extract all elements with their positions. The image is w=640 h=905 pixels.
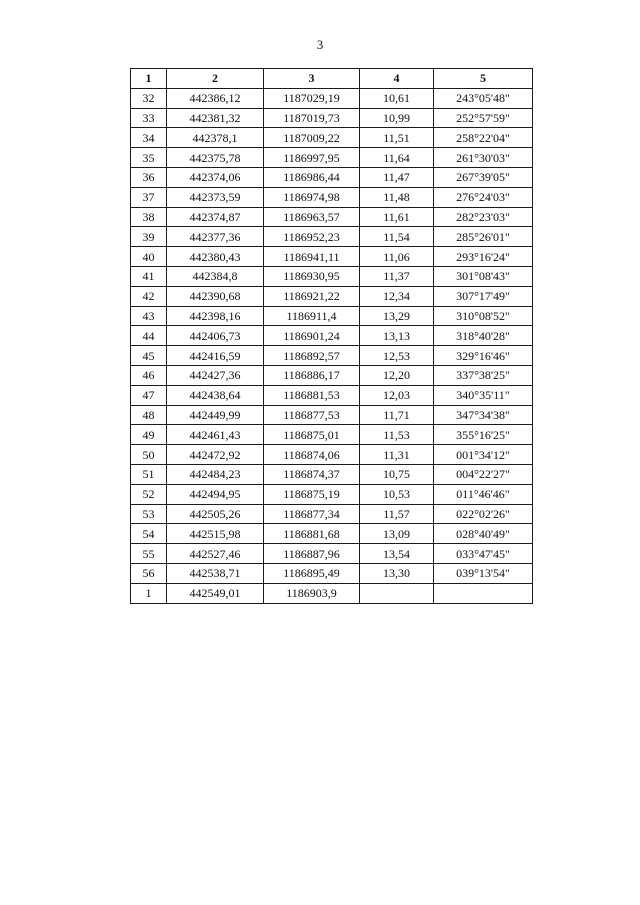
cell-point-number: 46: [131, 365, 167, 385]
cell-y-coordinate: 1186875,01: [264, 425, 360, 445]
cell-point-number: 48: [131, 405, 167, 425]
cell-y-coordinate: 1186903,9: [264, 583, 360, 603]
cell-bearing: 252°57'59": [434, 108, 533, 128]
cell-x-coordinate: 442438,64: [167, 385, 264, 405]
cell-y-coordinate: 1187009,22: [264, 128, 360, 148]
cell-distance: 13,13: [360, 326, 434, 346]
cell-y-coordinate: 1187019,73: [264, 108, 360, 128]
cell-x-coordinate: 442374,06: [167, 167, 264, 187]
cell-distance: 10,61: [360, 88, 434, 108]
cell-bearing: 011°46'46": [434, 484, 533, 504]
table-row: [131, 326, 533, 346]
table-row: [131, 583, 533, 603]
cell-x-coordinate: 442416,59: [167, 346, 264, 366]
cell-point-number: 35: [131, 148, 167, 168]
header-distance: 4: [360, 69, 434, 89]
cell-point-number: 37: [131, 187, 167, 207]
cell-distance: 11,71: [360, 405, 434, 425]
cell-y-coordinate: 1186921,22: [264, 286, 360, 306]
cell-distance: 11,61: [360, 207, 434, 227]
cell-point-number: 33: [131, 108, 167, 128]
cell-distance: 11,06: [360, 247, 434, 267]
cell-bearing: 293°16'24": [434, 247, 533, 267]
cell-point-number: 38: [131, 207, 167, 227]
cell-x-coordinate: 442505,26: [167, 504, 264, 524]
cell-distance: 11,48: [360, 187, 434, 207]
cell-y-coordinate: 1186877,34: [264, 504, 360, 524]
cell-x-coordinate: 442527,46: [167, 544, 264, 564]
table-row: [131, 148, 533, 168]
cell-x-coordinate: 442461,43: [167, 425, 264, 445]
table-row: [131, 445, 533, 465]
cell-point-number: 43: [131, 306, 167, 326]
table-row: [131, 286, 533, 306]
table-row: [131, 266, 533, 286]
cell-x-coordinate: 442515,98: [167, 524, 264, 544]
cell-y-coordinate: 1186875,19: [264, 484, 360, 504]
table-row: [131, 306, 533, 326]
cell-distance: 13,30: [360, 563, 434, 583]
cell-bearing: 001°34'12": [434, 445, 533, 465]
cell-y-coordinate: 1186895,49: [264, 563, 360, 583]
cell-x-coordinate: 442386,12: [167, 88, 264, 108]
cell-x-coordinate: 442494,95: [167, 484, 264, 504]
cell-point-number: 51: [131, 464, 167, 484]
cell-distance: 12,03: [360, 385, 434, 405]
cell-distance: 11,51: [360, 128, 434, 148]
cell-y-coordinate: 1186930,95: [264, 266, 360, 286]
table-row: [131, 247, 533, 267]
cell-bearing: 282°23'03": [434, 207, 533, 227]
header-bearing: 5: [434, 69, 533, 89]
cell-distance: 12,53: [360, 346, 434, 366]
table-body: [131, 88, 533, 603]
cell-bearing: 243°05'48": [434, 88, 533, 108]
cell-bearing: 258°22'04": [434, 128, 533, 148]
cell-point-number: 32: [131, 88, 167, 108]
cell-bearing: 039°13'54": [434, 563, 533, 583]
cell-point-number: 47: [131, 385, 167, 405]
cell-distance: 10,53: [360, 484, 434, 504]
cell-y-coordinate: 1186911,4: [264, 306, 360, 326]
cell-bearing: 033°47'45": [434, 544, 533, 564]
cell-point-number: 1: [131, 583, 167, 603]
cell-bearing: 285°26'01": [434, 227, 533, 247]
cell-point-number: 42: [131, 286, 167, 306]
cell-distance: 11,31: [360, 445, 434, 465]
cell-y-coordinate: 1186952,23: [264, 227, 360, 247]
cell-y-coordinate: 1186887,96: [264, 544, 360, 564]
cell-y-coordinate: 1186881,68: [264, 524, 360, 544]
cell-distance: 11,47: [360, 167, 434, 187]
cell-bearing: 347°34'38": [434, 405, 533, 425]
cell-x-coordinate: 442472,92: [167, 445, 264, 465]
cell-distance: 10,75: [360, 464, 434, 484]
cell-x-coordinate: 442484,23: [167, 464, 264, 484]
cell-point-number: 56: [131, 563, 167, 583]
cell-distance: 10,99: [360, 108, 434, 128]
cell-y-coordinate: 1186986,44: [264, 167, 360, 187]
cell-point-number: 41: [131, 266, 167, 286]
cell-y-coordinate: 1186901,24: [264, 326, 360, 346]
table-row: [131, 88, 533, 108]
table-row: [131, 108, 533, 128]
cell-point-number: 55: [131, 544, 167, 564]
table-row: [131, 128, 533, 148]
cell-x-coordinate: 442390,68: [167, 286, 264, 306]
table-row: [131, 227, 533, 247]
cell-bearing: 301°08'43": [434, 266, 533, 286]
cell-distance: 13,54: [360, 544, 434, 564]
table-row: [131, 207, 533, 227]
cell-bearing: 310°08'52": [434, 306, 533, 326]
cell-distance: 11,54: [360, 227, 434, 247]
cell-distance: 12,34: [360, 286, 434, 306]
cell-point-number: 53: [131, 504, 167, 524]
table-row: [131, 563, 533, 583]
cell-x-coordinate: 442398,16: [167, 306, 264, 326]
header-point-number: 1: [131, 69, 167, 89]
cell-x-coordinate: 442538,71: [167, 563, 264, 583]
table-row: [131, 484, 533, 504]
cell-distance: 11,57: [360, 504, 434, 524]
cell-point-number: 34: [131, 128, 167, 148]
cell-y-coordinate: 1186963,57: [264, 207, 360, 227]
cell-x-coordinate: 442377,36: [167, 227, 264, 247]
cell-bearing: 329°16'46": [434, 346, 533, 366]
cell-y-coordinate: 1186874,37: [264, 464, 360, 484]
page-number: 3: [316, 37, 324, 52]
cell-y-coordinate: 1186886,17: [264, 365, 360, 385]
cell-y-coordinate: 1186874,06: [264, 445, 360, 465]
coordinates-table: [130, 68, 533, 604]
cell-bearing: 022°02'26": [434, 504, 533, 524]
table-row: [131, 365, 533, 385]
cell-point-number: 50: [131, 445, 167, 465]
cell-point-number: 36: [131, 167, 167, 187]
cell-y-coordinate: 1187029,19: [264, 88, 360, 108]
cell-distance: 13,29: [360, 306, 434, 326]
cell-x-coordinate: 442378,1: [167, 128, 264, 148]
cell-distance: 12,20: [360, 365, 434, 385]
table-header: [131, 69, 533, 89]
cell-bearing: 340°35'11": [434, 385, 533, 405]
cell-y-coordinate: 1186877,53: [264, 405, 360, 425]
table-row: [131, 544, 533, 564]
cell-y-coordinate: 1186941,11: [264, 247, 360, 267]
cell-x-coordinate: 442427,36: [167, 365, 264, 385]
table-row: [131, 464, 533, 484]
cell-x-coordinate: 442449,99: [167, 405, 264, 425]
header-y-coordinate: 3: [264, 69, 360, 89]
cell-point-number: 49: [131, 425, 167, 445]
table-row: [131, 167, 533, 187]
header-row: [131, 69, 533, 89]
table-row: [131, 504, 533, 524]
cell-point-number: 44: [131, 326, 167, 346]
cell-distance: 11,64: [360, 148, 434, 168]
cell-bearing: 318°40'28": [434, 326, 533, 346]
cell-point-number: 39: [131, 227, 167, 247]
cell-bearing: 307°17'49": [434, 286, 533, 306]
cell-bearing: 276°24'03": [434, 187, 533, 207]
cell-distance: 11,53: [360, 425, 434, 445]
cell-point-number: 52: [131, 484, 167, 504]
cell-y-coordinate: 1186974,98: [264, 187, 360, 207]
cell-x-coordinate: 442380,43: [167, 247, 264, 267]
table-row: [131, 405, 533, 425]
cell-x-coordinate: 442374,87: [167, 207, 264, 227]
table-row: [131, 425, 533, 445]
cell-x-coordinate: 442375,78: [167, 148, 264, 168]
cell-x-coordinate: 442384,8: [167, 266, 264, 286]
cell-distance: [360, 583, 434, 603]
cell-bearing: 267°39'05": [434, 167, 533, 187]
cell-distance: 13,09: [360, 524, 434, 544]
cell-y-coordinate: 1186881,53: [264, 385, 360, 405]
cell-x-coordinate: 442406,73: [167, 326, 264, 346]
cell-y-coordinate: 1186892,57: [264, 346, 360, 366]
cell-x-coordinate: 442373,59: [167, 187, 264, 207]
cell-distance: 11,37: [360, 266, 434, 286]
table-row: [131, 524, 533, 544]
cell-bearing: 337°38'25": [434, 365, 533, 385]
cell-bearing: 028°40'49": [434, 524, 533, 544]
header-x-coordinate: 2: [167, 69, 264, 89]
cell-x-coordinate: 442381,32: [167, 108, 264, 128]
cell-bearing: [434, 583, 533, 603]
cell-y-coordinate: 1186997,95: [264, 148, 360, 168]
cell-x-coordinate: 442549,01: [167, 583, 264, 603]
cell-bearing: 261°30'03": [434, 148, 533, 168]
table-row: [131, 346, 533, 366]
cell-point-number: 54: [131, 524, 167, 544]
cell-point-number: 45: [131, 346, 167, 366]
cell-point-number: 40: [131, 247, 167, 267]
cell-bearing: 355°16'25": [434, 425, 533, 445]
table-row: [131, 385, 533, 405]
cell-bearing: 004°22'27": [434, 464, 533, 484]
table-row: [131, 187, 533, 207]
